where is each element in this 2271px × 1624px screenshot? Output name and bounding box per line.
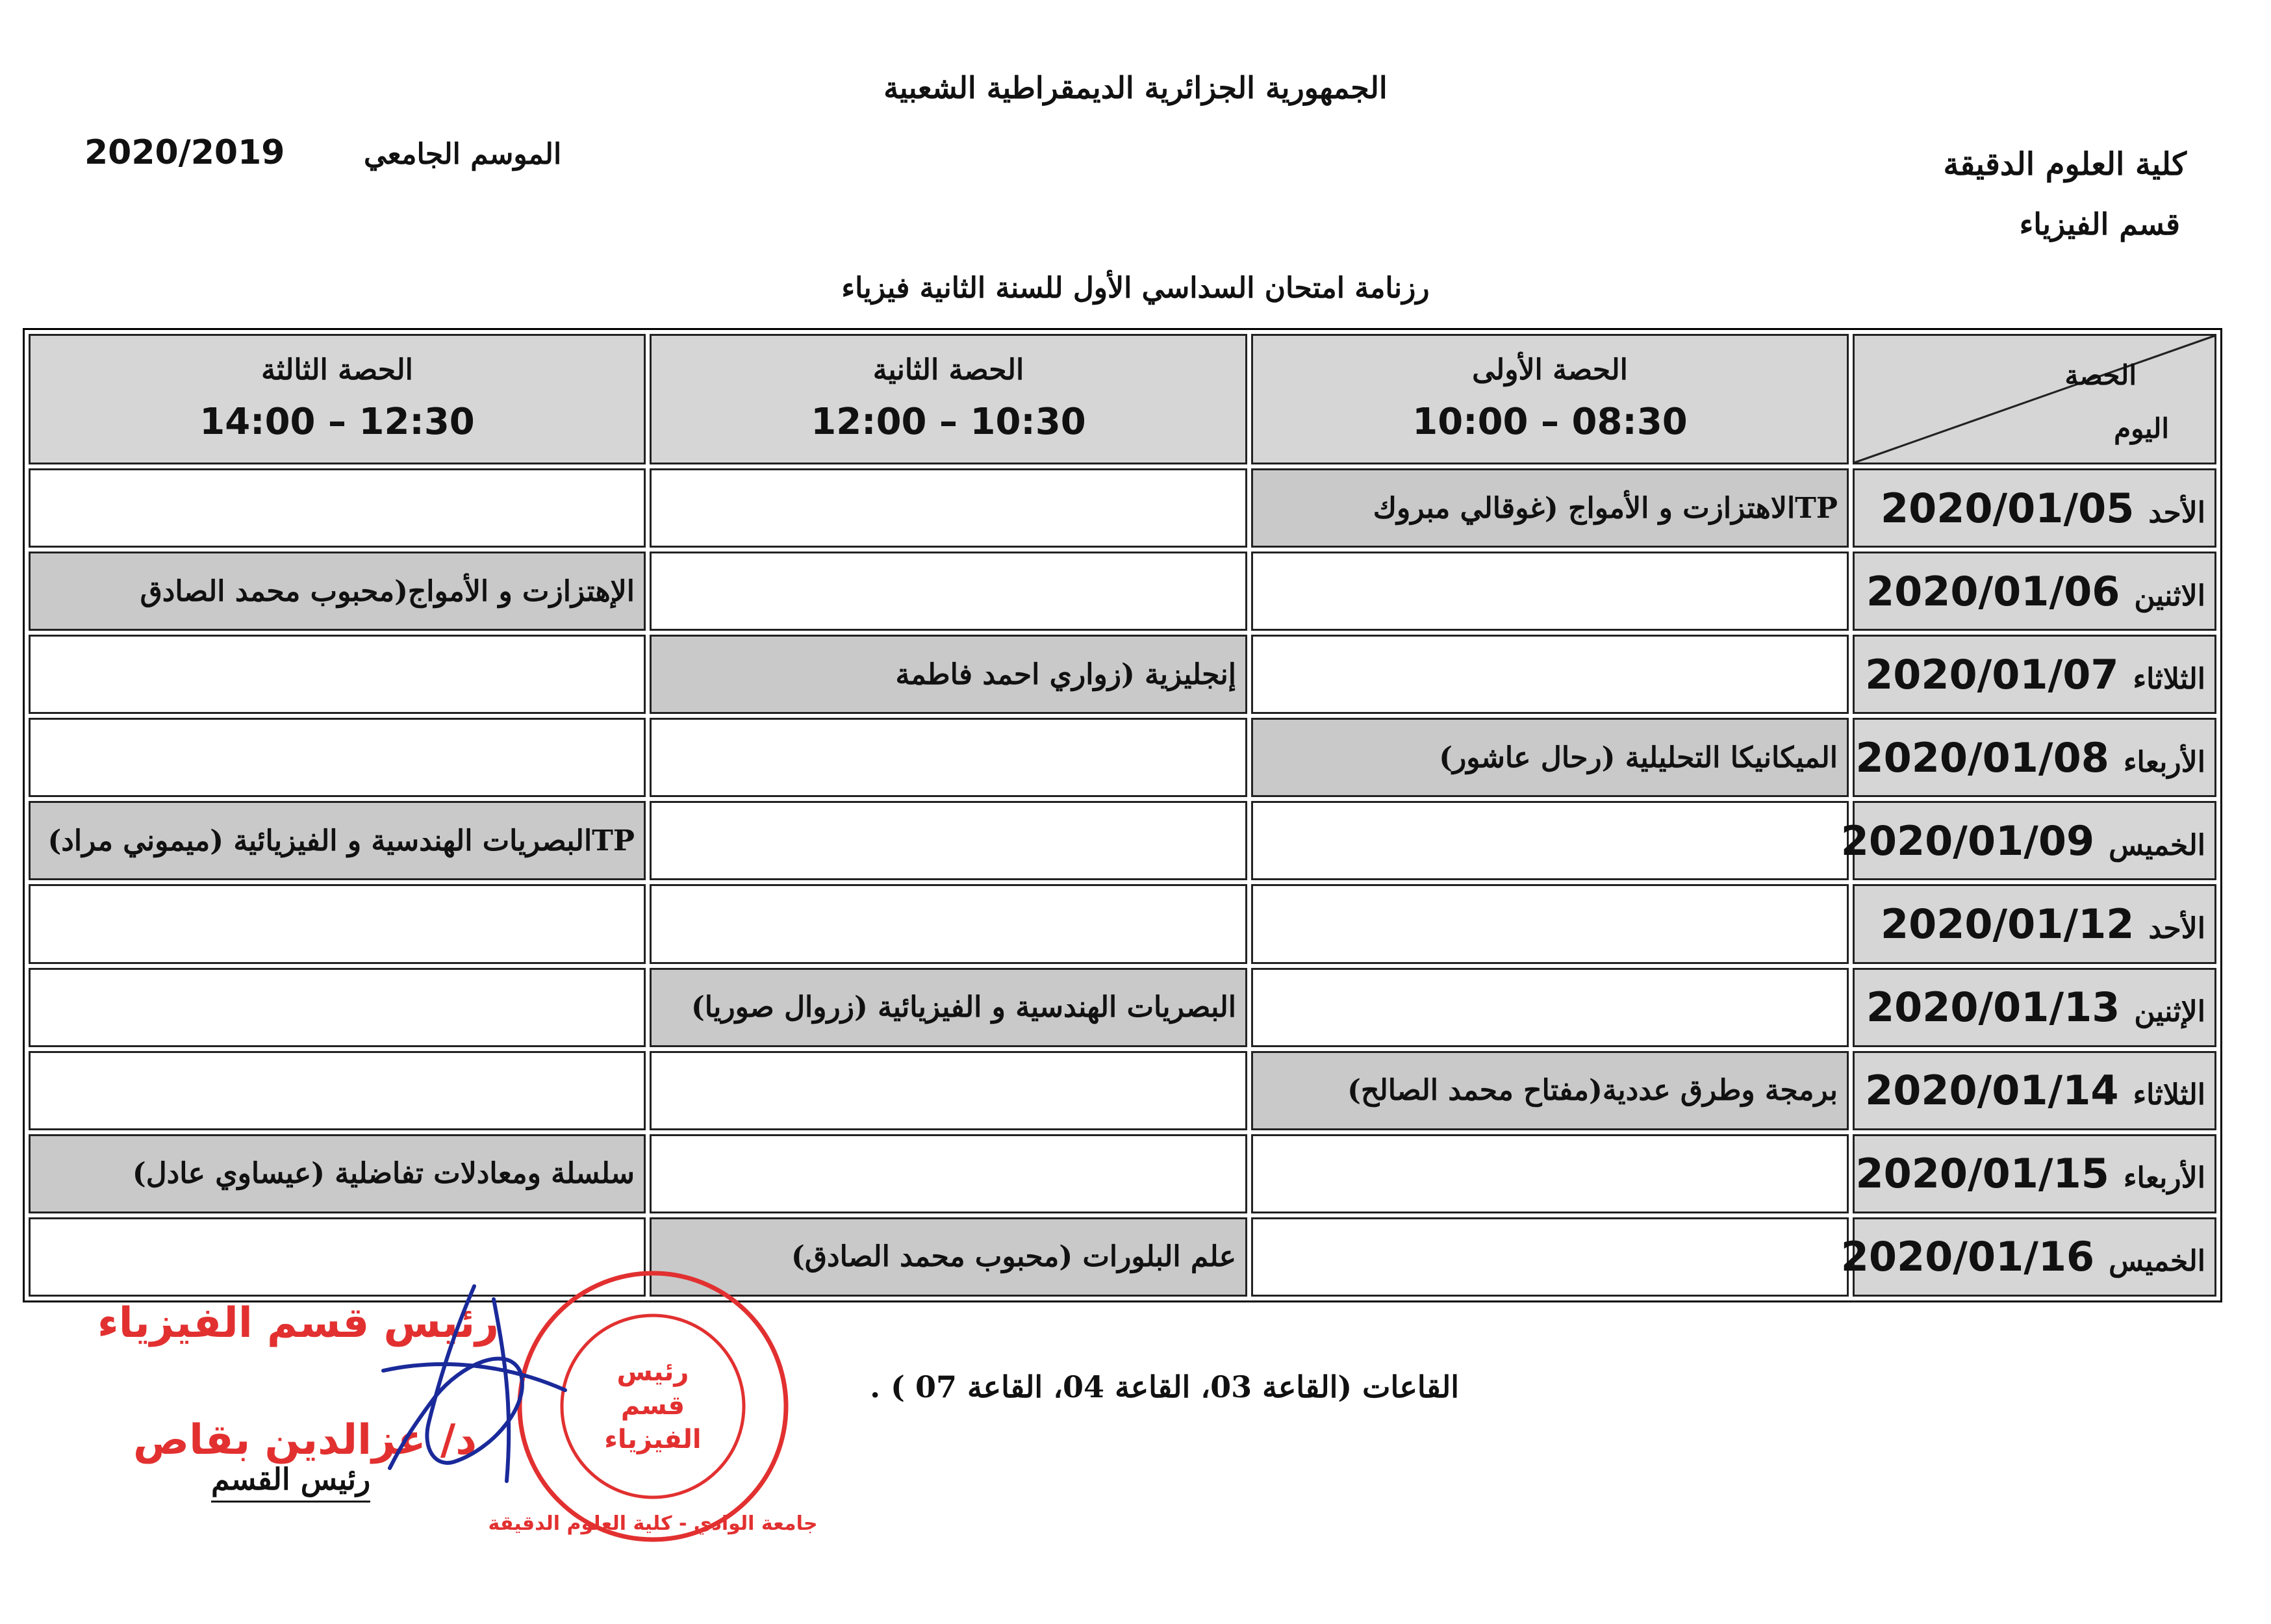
day-cell	[1853, 718, 2216, 797]
exam-cell-slot-2: علم البلورات (محبوب محمد الصادق)	[650, 1217, 1247, 1297]
exam-cell-slot-2	[650, 1134, 1247, 1213]
exam-cell-slot-2	[650, 552, 1247, 631]
day-cell	[1840, 1217, 2216, 1297]
table-row	[29, 801, 2216, 880]
slot-time: 12:00 – 10:30	[811, 400, 1086, 443]
corner-day-label: اليوم	[2114, 412, 2169, 444]
slot-label: الحصة الثانية	[872, 353, 1024, 387]
day-cell	[1853, 635, 2216, 714]
republic-heading: الجمهورية الجزائرية الديمقراطية الشعبية	[883, 70, 1388, 105]
exam-cell-slot-1	[1251, 801, 1849, 880]
exam-cell-slot-3	[29, 884, 646, 963]
season-year: 2020/2019	[84, 133, 285, 172]
exam-schedule-table	[23, 328, 2222, 1302]
slot-label: الحصة الأولى	[1472, 353, 1628, 387]
day-cell	[1840, 801, 2216, 880]
day-date: 2020/01/12	[1880, 900, 2135, 948]
day-cell	[1853, 552, 2216, 631]
stamp-inner-3: الفيزياء	[604, 1425, 702, 1454]
slot-header-1	[1251, 334, 1849, 464]
day-date: 2020/01/05	[1880, 484, 2135, 532]
table-row	[29, 552, 2216, 631]
table-row	[29, 1217, 2216, 1297]
table-row	[29, 1134, 2216, 1213]
exam-cell-slot-2	[650, 1051, 1247, 1130]
slot-time: 10:00 – 08:30	[1412, 400, 1688, 443]
exam-cell-slot-3	[29, 968, 646, 1047]
table-header-row	[29, 334, 2216, 464]
season-label: الموسم الجامعي	[364, 138, 562, 171]
department-name: قسم الفيزياء	[2019, 207, 2180, 242]
stamp-inner-2: قسم	[620, 1391, 685, 1421]
day-date: 2020/01/16	[1840, 1233, 2095, 1281]
exam-cell-slot-3	[29, 718, 646, 797]
day-date: 2020/01/14	[1865, 1067, 2119, 1115]
table-row	[29, 1051, 2216, 1130]
day-cell	[1853, 468, 2216, 548]
day-date: 2020/01/07	[1865, 650, 2119, 698]
exam-cell-slot-2	[650, 884, 1247, 963]
day-name: الأربعاء	[2123, 745, 2205, 779]
day-name: الثلاثاء	[2133, 662, 2205, 696]
day-date: 2020/01/06	[1866, 567, 2120, 615]
slot-header-2	[650, 334, 1247, 464]
day-name: الأحد	[2148, 496, 2205, 529]
stamp-outer-text: جامعة الوادي - كلية العلوم الدقيقة	[488, 1512, 818, 1535]
exam-cell-slot-3	[29, 1051, 646, 1130]
exam-cell-slot-1	[1251, 968, 1849, 1047]
day-name: الاثنين	[2134, 579, 2205, 613]
handwritten-signature	[364, 1273, 578, 1494]
exam-cell-slot-2	[650, 468, 1247, 548]
exam-cell-slot-1: الميكانيكا التحليلية (رحال عاشور)	[1251, 718, 1849, 797]
signature-name: د/ عزالدين بقاص	[133, 1416, 477, 1464]
exam-cell-slot-1	[1251, 884, 1849, 963]
day-name: الأحد	[2148, 912, 2205, 946]
exam-cell-slot-2	[650, 718, 1247, 797]
day-cell	[1853, 968, 2216, 1047]
schedule-caption: رزنامة امتحان السداسي الأول للسنة الثانية فيزياء	[841, 272, 1430, 305]
day-cell	[1853, 1051, 2216, 1130]
table-row	[29, 635, 2216, 714]
day-date: 2020/01/09	[1840, 817, 2095, 865]
day-name: الثلاثاء	[2133, 1078, 2205, 1112]
day-name: الأربعاء	[2123, 1161, 2205, 1195]
day-cell	[1853, 1134, 2216, 1213]
day-date: 2020/01/13	[1866, 983, 2120, 1032]
exam-cell-slot-2: إنجليزية (زواري احمد فاطمة	[650, 635, 1247, 714]
day-cell	[1853, 884, 2216, 963]
head-of-department-label: رئيس القسم	[211, 1462, 370, 1503]
exam-cell-slot-3	[29, 468, 646, 548]
exam-cell-slot-1	[1251, 1217, 1849, 1297]
day-name: الخميس	[2109, 1245, 2205, 1278]
exam-cell-slot-1: TPالاهتزازت و الأمواج (غوقالي مبروك	[1251, 468, 1849, 548]
corner-slot-label: الحصة	[2064, 359, 2137, 391]
slot-header-3	[29, 334, 646, 464]
day-date: 2020/01/08	[1855, 733, 2109, 781]
exam-cell-slot-3: TPالبصريات الهندسية و الفيزيائية (ميموني مراد)	[29, 801, 646, 880]
exam-cell-slot-3: سلسلة ومعادلات تفاضلية (عيساوي عادل)	[29, 1134, 646, 1213]
exam-cell-slot-3	[29, 635, 646, 714]
exam-cell-slot-3: الإهتزازت و الأمواج(محبوب محمد الصادق	[29, 552, 646, 631]
table-row	[29, 968, 2216, 1047]
exam-cell-slot-1	[1251, 552, 1849, 631]
stamp-inner-1: رئيس	[616, 1357, 689, 1387]
faculty-name: كلية العلوم الدقيقة	[1943, 146, 2187, 183]
table-row	[29, 884, 2216, 963]
signature-title: رئيس قسم الفيزياء	[97, 1299, 499, 1347]
table-row	[29, 718, 2216, 797]
day-name: الخميس	[2109, 828, 2205, 862]
exam-cell-slot-2	[650, 801, 1247, 880]
exam-cell-slot-1: برمجة وطرق عددية(مفتاح محمد الصالح)	[1251, 1051, 1849, 1130]
exam-cell-slot-1	[1251, 635, 1849, 714]
rooms-note: القاعات (القاعة 03، القاعة 04، القاعة 07 ) .	[870, 1369, 1459, 1404]
slot-label: الحصة الثالثة	[261, 353, 413, 387]
day-date: 2020/01/15	[1855, 1150, 2109, 1198]
exam-cell-slot-1	[1251, 1134, 1849, 1213]
corner-header-cell	[1853, 334, 2216, 464]
exam-cell-slot-2: البصريات الهندسية و الفيزيائية (زروال صوريا)	[650, 968, 1247, 1047]
slot-time: 14:00 – 12:30	[199, 400, 475, 443]
table-row	[29, 468, 2216, 548]
day-name: الإثنين	[2134, 995, 2205, 1029]
